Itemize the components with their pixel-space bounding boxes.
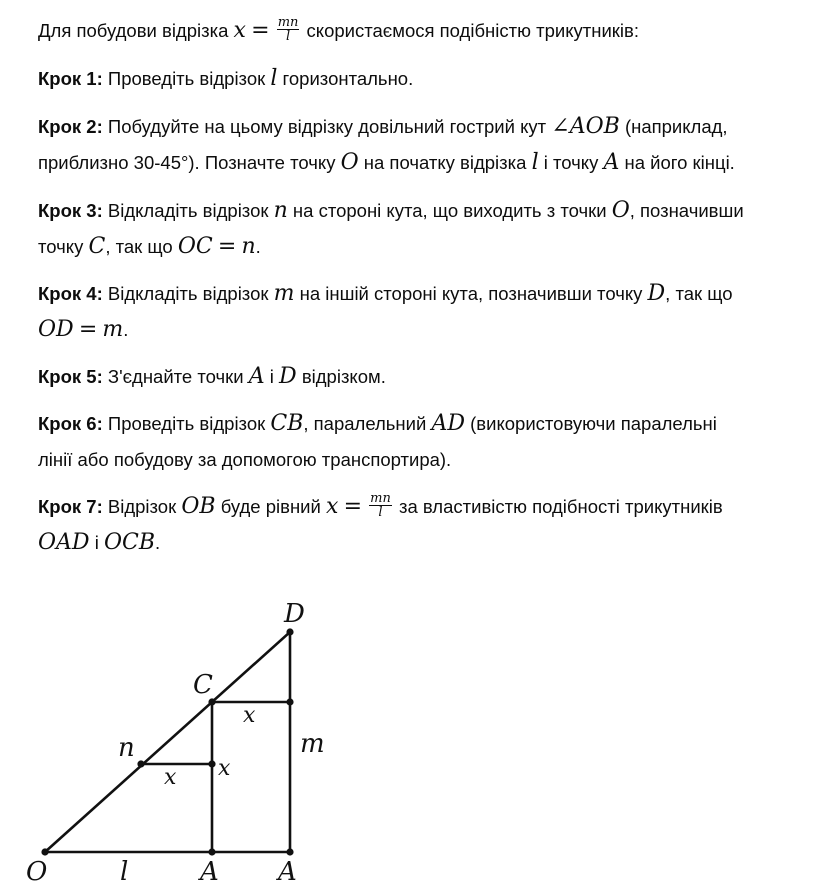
point-a2 [286,848,293,855]
step-text: Побудуйте на цьому відрізку довільний гострий кут [107,116,547,137]
label-x-low: x [164,765,177,790]
step-text: (наприклад, [624,116,728,137]
label-a1: A [200,857,219,887]
math-l: l [270,66,278,91]
step-text: Відрізок [107,496,177,517]
math-a: A [248,364,265,389]
step-text: і [94,532,99,553]
step-text: на початку відрізка [363,152,527,173]
math-d: D [647,281,666,306]
label-n: n [118,733,135,763]
label-l: l [120,857,129,887]
point-x-top [286,698,293,705]
step-text: З'єднайте точки [107,366,244,387]
label-c: C [193,670,213,700]
math-oad: OAD [38,530,90,555]
label-o: O [26,857,48,887]
math-x: x [326,494,339,519]
math-equals: = [78,317,98,342]
math-d: D [279,364,297,389]
step-text: на його кінці. [624,152,735,173]
label-m: m [300,729,325,759]
point-n [137,760,144,767]
step-text: і [269,366,274,387]
intro-text-2: скористаємося подібністю трикутників: [306,20,639,41]
label-x-top: x [243,703,256,728]
math-oc: OC [177,234,213,259]
math-cb: CB [270,411,304,436]
step-label: Крок 7: [38,496,103,517]
math-equals: = [217,234,237,259]
math-m: m [273,281,295,306]
math-m: m [102,317,124,342]
step-text: на іншій стороні кута, позначивши точку [299,283,643,304]
math-n: n [273,198,288,223]
step-label: Крок 1: [38,68,103,89]
step-text: Відкладіть відрізок [107,200,269,221]
math-x: x [233,18,246,43]
step-label: Крок 6: [38,413,103,434]
point-x-mid [208,760,215,767]
step-text: відрізком. [301,366,386,387]
step-text: . [155,532,161,553]
math-l: l [531,150,539,175]
step-text: , так що [105,236,173,257]
step-text: , паралельний [303,413,427,434]
ray-od [45,632,290,852]
step-text: . [123,319,129,340]
step-text: (використовуючи паралельні [470,413,717,434]
math-equals: = [251,18,270,43]
fraction-numerator: mn [277,14,299,30]
math-c: C [88,234,106,259]
fraction-denominator: l [285,28,291,44]
point-d [286,628,293,635]
math-o: O [611,198,630,223]
math-o: O [340,150,359,175]
math-a: A [603,150,620,175]
point-a1 [208,848,215,855]
step-text: , позначивши [629,200,744,221]
step-label: Крок 2: [38,116,103,137]
step-label: Крок 3: [38,200,103,221]
step-text: приблизно 30-45°). Позначте точку [38,152,336,173]
label-d: D [284,599,305,629]
math-ocb: OCB [103,530,156,555]
step-label: Крок 4: [38,283,103,304]
math-od: OD [38,317,74,342]
step-text: буде рівний [220,496,321,517]
math-equals: = [343,494,362,519]
point-o [41,848,48,855]
math-n: n [241,234,256,259]
step-text: Відкладіть відрізок [107,283,269,304]
step-text: за властивістю подібності трикутників [398,496,723,517]
math-angle-aob: ∠AOB [551,114,620,139]
math-ob: OB [181,494,216,519]
step-text: горизонтально. [282,68,414,89]
step-text: Проведіть відрізок [107,413,266,434]
step-text: , так що [665,283,733,304]
math-ad: AD [431,411,465,436]
step-text: Проведіть відрізок [107,68,266,89]
step-text: . [255,236,261,257]
fraction-numerator: mn [370,490,391,506]
step-text: на стороні кута, що виходить з точки [292,200,607,221]
step-text: і точку [543,152,599,173]
intro-text-1: Для побудови відрізка [38,20,229,41]
label-x-mid: x [218,756,231,781]
step-text: точку [38,236,84,257]
label-a2: A [278,857,297,887]
step-label: Крок 5: [38,366,103,387]
step-text: лінії або побудову за допомогою транспортира). [38,449,452,470]
fraction-denominator: l [378,504,383,520]
